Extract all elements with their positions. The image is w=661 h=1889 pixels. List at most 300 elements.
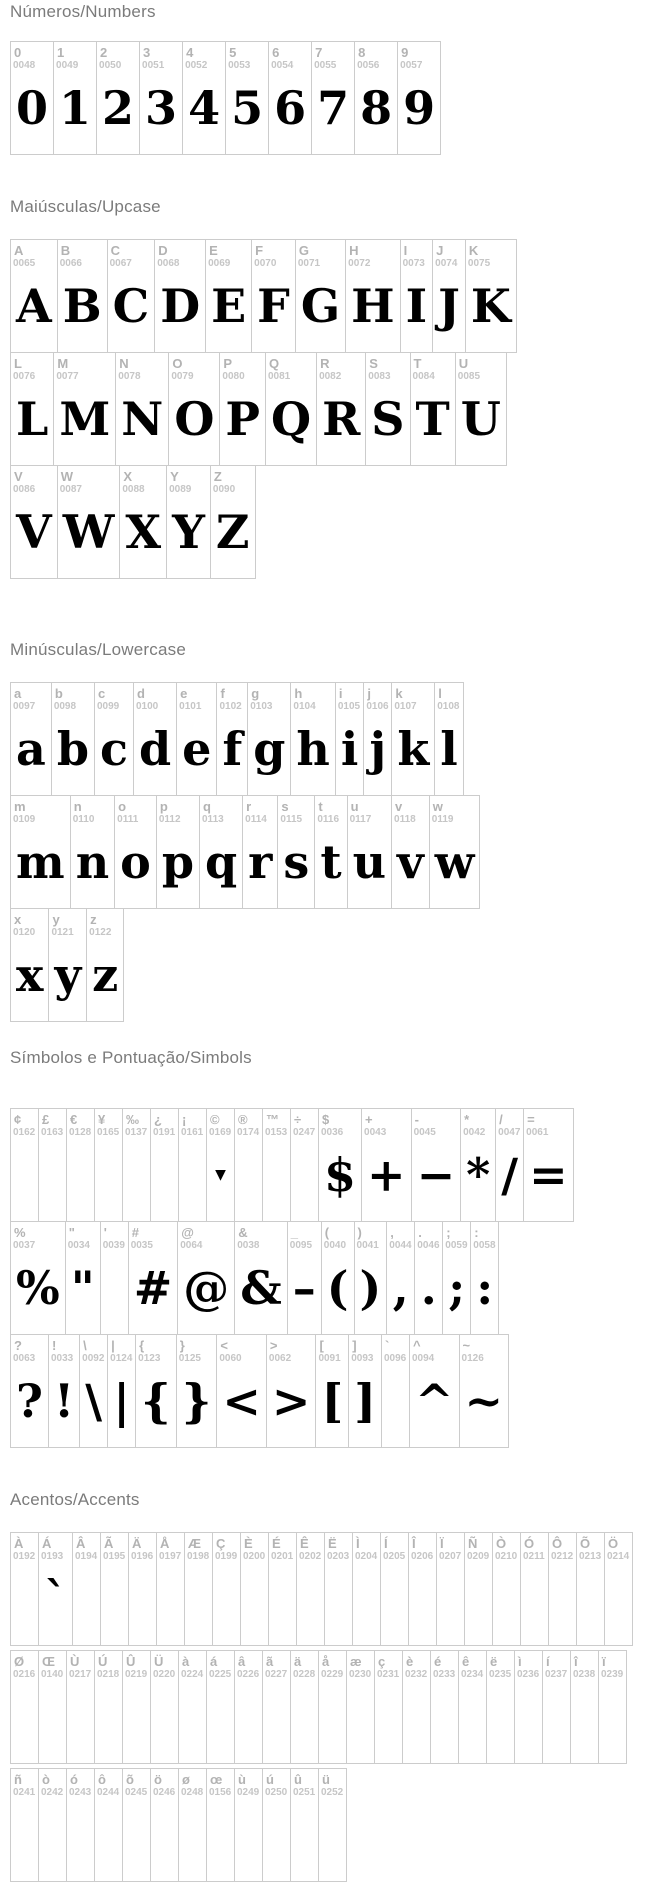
- glyph-cell-0084: [410, 352, 456, 466]
- glyph-preview: ": [70, 1261, 95, 1315]
- glyph-cell-0040: [321, 1221, 355, 1335]
- glyph-cell-0125: [176, 1334, 218, 1448]
- glyph-cell-0245: [122, 1768, 151, 1882]
- glyph-code-label: 0207: [439, 1551, 462, 1562]
- glyph-code-label: 0218: [97, 1669, 120, 1680]
- glyph-code-label: 0163: [41, 1127, 64, 1138]
- glyph-code-label: 0037: [13, 1240, 36, 1251]
- glyph-char-label: k: [395, 686, 403, 701]
- glyph-preview: }: [181, 1374, 212, 1428]
- glyph-preview: z: [92, 948, 119, 1002]
- glyph-cell-0070: [251, 239, 296, 353]
- glyph-cell-0137: [122, 1108, 151, 1222]
- glyph-code-label: 0194: [75, 1551, 98, 1562]
- glyph-preview: O: [174, 392, 215, 446]
- glyph-code-label: 0065: [13, 258, 36, 269]
- glyph-code-label: 0106: [366, 701, 389, 712]
- glyph-preview: 2: [102, 81, 135, 135]
- glyph-char-label: _: [290, 1225, 298, 1240]
- glyph-code-label: 0174: [237, 1127, 260, 1138]
- glyph-cell-0077: [53, 352, 116, 466]
- glyph-preview: L: [16, 392, 49, 446]
- glyph-cell-0101: [176, 682, 217, 796]
- glyph-cell-0109: [10, 795, 71, 909]
- glyph-char-label: =: [527, 1112, 535, 1127]
- glyph-char-label: A: [14, 243, 24, 258]
- glyph-cell-0224: [178, 1650, 207, 1764]
- glyph-cell-0140: [38, 1650, 67, 1764]
- glyph-char-label: 6: [272, 45, 280, 60]
- glyph-code-label: 0044: [389, 1240, 412, 1251]
- glyph-preview: N: [121, 392, 164, 446]
- glyph-char-label: 8: [358, 45, 366, 60]
- glyph-code-label: 0249: [237, 1787, 260, 1798]
- glyph-code-label: 0243: [69, 1787, 92, 1798]
- glyph-code-label: 0058: [473, 1240, 496, 1251]
- glyph-code-label: 0087: [59, 484, 82, 495]
- glyph-char-label: 7: [315, 45, 323, 60]
- glyph-char-label: t: [318, 799, 323, 814]
- glyph-char-label: è: [406, 1654, 414, 1669]
- glyph-char-label: Œ: [42, 1654, 55, 1669]
- glyph-code-label: 0059: [445, 1240, 468, 1251]
- glyph-char-label: ë: [490, 1654, 498, 1669]
- glyph-cell-0085: [455, 352, 507, 466]
- glyph-cell-0097: [10, 682, 52, 796]
- glyph-cell-0246: [150, 1768, 179, 1882]
- glyph-char-label: &: [238, 1225, 248, 1240]
- glyph-code-label: 0047: [498, 1127, 521, 1138]
- glyph-cell-0111: [114, 795, 157, 909]
- glyph-code-label: 0101: [179, 701, 202, 712]
- glyph-preview: <: [222, 1374, 261, 1428]
- glyph-char-label: ): [357, 1225, 362, 1240]
- glyph-cell-0163: [38, 1108, 67, 1222]
- glyph-cell-0039: [100, 1221, 129, 1335]
- glyph-char-label: K: [468, 243, 479, 258]
- glyph-cell-0082: [316, 352, 366, 466]
- section-title-accents: Acentos/Accents: [10, 1490, 140, 1509]
- glyph-char-label: õ: [126, 1772, 134, 1787]
- glyph-code-label: 0219: [125, 1669, 148, 1680]
- glyph-cell-0100: [133, 682, 177, 796]
- glyph-code-label: 0116: [317, 814, 340, 825]
- glyph-row: [10, 908, 661, 1022]
- glyph-cell-0099: [94, 682, 134, 796]
- glyph-cell-0247: [290, 1108, 319, 1222]
- glyph-char-label: O: [172, 356, 183, 371]
- glyph-char-label: -: [414, 1112, 419, 1127]
- glyph-cell-0108: [434, 682, 463, 796]
- section-title-symbols: Símbolos e Pontuação/Simbols: [10, 1048, 252, 1067]
- section-lowercase: [10, 640, 661, 1022]
- glyph-code-label: 0212: [551, 1551, 574, 1562]
- glyph-code-label: 0094: [411, 1353, 435, 1364]
- glyph-preview: |: [113, 1374, 131, 1428]
- glyph-char-label: L: [14, 356, 22, 371]
- glyph-char-label: [: [319, 1338, 324, 1353]
- glyph-code-label: 0213: [579, 1551, 602, 1562]
- glyph-code-label: 0056: [357, 60, 380, 71]
- glyph-code-label: 0100: [136, 701, 159, 712]
- glyph-code-label: 0109: [13, 814, 36, 825]
- glyph-cell-0083: [365, 352, 410, 466]
- glyph-preview: F: [257, 279, 290, 333]
- glyph-char-label: ô: [98, 1772, 106, 1787]
- glyph-preview: V: [16, 505, 52, 559]
- glyph-preview: *: [466, 1148, 491, 1202]
- glyph-cell-0237: [542, 1650, 571, 1764]
- glyph-code-label: 0036: [321, 1127, 344, 1138]
- glyph-char-label: ñ: [14, 1772, 22, 1787]
- glyph-code-label: 0102: [219, 701, 242, 712]
- glyph-cell-0059: [442, 1221, 471, 1335]
- glyph-code-label: 0248: [181, 1787, 204, 1798]
- glyph-cell-0230: [346, 1650, 375, 1764]
- glyph-code-label: 0197: [159, 1551, 182, 1562]
- glyph-char-label: !: [51, 1338, 57, 1353]
- glyph-code-label: 0070: [254, 258, 277, 269]
- glyph-preview: 6: [274, 81, 307, 135]
- glyph-row: [10, 352, 661, 466]
- glyph-cell-0194: [72, 1532, 101, 1646]
- glyph-cell-0073: [400, 239, 434, 353]
- glyph-preview: s: [283, 835, 310, 889]
- glyph-char-label: T: [413, 356, 422, 371]
- glyph-char-label: ó: [70, 1772, 78, 1787]
- glyph-cell-0088: [119, 465, 167, 579]
- glyph-code-label: 0250: [265, 1787, 288, 1798]
- glyph-char-label: b: [54, 686, 63, 701]
- glyph-preview: n: [75, 835, 110, 889]
- glyph-char-label: 5: [229, 45, 237, 60]
- glyph-code-label: 0082: [319, 371, 342, 382]
- glyph-char-label: €: [70, 1112, 78, 1127]
- glyph-cell-0207: [436, 1532, 465, 1646]
- glyph-preview: g: [253, 722, 286, 776]
- glyph-cell-0064: [177, 1221, 235, 1335]
- glyph-preview: p: [161, 835, 194, 889]
- glyph-cell-0236: [514, 1650, 543, 1764]
- glyph-char-label: M: [57, 356, 69, 371]
- section-title-numbers: Números/Numbers: [10, 2, 156, 21]
- glyph-char-label: ™: [266, 1112, 279, 1127]
- glyph-code-label: 0078: [118, 371, 141, 382]
- glyph-cell-0235: [486, 1650, 515, 1764]
- glyph-char-label: <: [220, 1338, 228, 1353]
- glyph-preview: 0: [16, 81, 49, 135]
- glyph-code-label: 0169: [209, 1127, 232, 1138]
- glyph-preview: ,: [392, 1261, 409, 1315]
- glyph-char-label: ã: [266, 1654, 274, 1669]
- glyph-code-label: 0205: [383, 1551, 406, 1562]
- glyph-row: [10, 682, 661, 796]
- glyph-preview: D: [160, 279, 201, 333]
- glyph-code-label: 0236: [517, 1669, 540, 1680]
- glyph-preview: `: [44, 1572, 67, 1626]
- glyph-char-label: î: [574, 1654, 578, 1669]
- glyph-char-label: ?: [14, 1338, 22, 1353]
- glyph-preview: c: [99, 722, 128, 776]
- glyph-preview: h: [296, 722, 330, 776]
- glyph-preview: B: [62, 279, 102, 333]
- glyph-char-label: á: [210, 1654, 218, 1669]
- glyph-preview: E: [211, 279, 247, 333]
- glyph-code-label: 0103: [250, 701, 273, 712]
- glyph-cell-0218: [94, 1650, 123, 1764]
- glyph-cell-0075: [465, 239, 517, 353]
- glyph-char-label: í: [546, 1654, 550, 1669]
- glyph-code-label: 0119: [431, 814, 454, 825]
- glyph-char-label: w: [432, 799, 443, 814]
- glyph-cell-0198: [184, 1532, 213, 1646]
- glyph-cell-0055: [311, 41, 355, 155]
- glyph-char-label: é: [434, 1654, 442, 1669]
- glyph-char-label: e: [180, 686, 188, 701]
- glyph-code-label: 0038: [237, 1240, 260, 1251]
- glyph-cell-0118: [391, 795, 430, 909]
- glyph-code-label: 0224: [181, 1669, 204, 1680]
- glyph-preview: l: [440, 722, 458, 776]
- glyph-code-label: 0057: [400, 60, 423, 71]
- glyph-code-label: 0225: [209, 1669, 232, 1680]
- glyph-preview: ?: [16, 1374, 43, 1428]
- glyph-cell-0076: [10, 352, 54, 466]
- glyph-cell-0219: [122, 1650, 151, 1764]
- glyph-char-label: Æ: [188, 1536, 201, 1551]
- glyph-char-label: ,: [390, 1225, 394, 1240]
- glyph-code-label: 0121: [51, 927, 74, 938]
- glyph-char-label: 2: [100, 45, 108, 60]
- glyph-preview: o: [120, 835, 151, 889]
- glyph-code-label: 0140: [41, 1669, 64, 1680]
- glyph-preview: I: [405, 279, 428, 333]
- glyph-char-label: 4: [186, 45, 194, 60]
- glyph-code-label: 0093: [351, 1353, 374, 1364]
- glyph-char-label: å: [322, 1654, 330, 1669]
- glyph-preview: C: [112, 279, 150, 333]
- glyph-code-label: 0232: [405, 1669, 428, 1680]
- glyph-code-label: 0137: [125, 1127, 148, 1138]
- glyph-cell-0211: [520, 1532, 549, 1646]
- glyph-char-label: Ë: [328, 1536, 337, 1551]
- glyph-code-label: 0075: [467, 258, 491, 269]
- glyph-preview: (: [326, 1261, 349, 1315]
- glyph-char-label: C: [110, 243, 120, 258]
- glyph-code-label: 0066: [59, 258, 82, 269]
- glyph-char-label: Ä: [132, 1536, 142, 1551]
- glyph-char-label: Å: [160, 1536, 170, 1551]
- glyph-char-label: Ñ: [468, 1536, 478, 1551]
- glyph-cell-0212: [548, 1532, 577, 1646]
- glyph-cell-0066: [57, 239, 108, 353]
- glyph-row: [10, 1334, 661, 1448]
- glyph-code-label: 0074: [435, 258, 458, 269]
- glyph-cell-0035: [128, 1221, 179, 1335]
- glyph-char-label: E: [209, 243, 218, 258]
- glyph-char-label: f: [220, 686, 225, 701]
- glyph-code-label: 0246: [153, 1787, 176, 1798]
- glyph-cell-0033: [48, 1334, 80, 1448]
- glyph-char-label: y: [52, 912, 60, 927]
- glyph-code-label: 0128: [69, 1127, 92, 1138]
- glyph-code-label: 0216: [13, 1669, 36, 1680]
- glyph-cell-0060: [216, 1334, 267, 1448]
- glyph-preview: \: [85, 1374, 103, 1428]
- glyph-code-label: 0203: [327, 1551, 350, 1562]
- glyph-cell-0096: [381, 1334, 410, 1448]
- glyph-cell-0239: [598, 1650, 627, 1764]
- glyph-char-label: ^: [412, 1338, 421, 1353]
- glyph-cell-0105: [335, 682, 364, 796]
- glyph-cell-0232: [402, 1650, 431, 1764]
- glyph-char-label: œ: [210, 1772, 223, 1787]
- glyph-cell-0128: [66, 1108, 95, 1222]
- glyph-code-label: 0156: [209, 1787, 232, 1798]
- glyph-code-label: 0115: [280, 814, 303, 825]
- glyph-preview: W: [62, 505, 115, 559]
- glyph-preview: #: [133, 1261, 173, 1315]
- glyph-grid-symbols: [10, 1108, 661, 1448]
- glyph-preview: 1: [59, 81, 92, 135]
- glyph-cell-0069: [205, 239, 252, 353]
- glyph-code-label: 0090: [212, 484, 236, 495]
- glyph-cell-0202: [296, 1532, 325, 1646]
- glyph-code-label: 0237: [545, 1669, 568, 1680]
- glyph-cell-0120: [10, 908, 49, 1022]
- glyph-code-label: 0118: [394, 814, 416, 825]
- glyph-cell-0243: [66, 1768, 95, 1882]
- glyph-preview: .: [420, 1261, 437, 1315]
- glyph-cell-0065: [10, 239, 58, 353]
- glyph-row: [10, 1532, 661, 1646]
- glyph-cell-0201: [268, 1532, 297, 1646]
- glyph-cell-0037: [10, 1221, 66, 1335]
- glyph-preview: e: [182, 722, 212, 776]
- glyph-cell-0034: [65, 1221, 101, 1335]
- glyph-cell-0062: [266, 1334, 317, 1448]
- glyph-cell-0203: [324, 1532, 353, 1646]
- glyph-cell-0213: [576, 1532, 605, 1646]
- glyph-char-label: Ã: [104, 1536, 114, 1551]
- glyph-cell-0050: [96, 41, 140, 155]
- glyph-preview: M: [59, 392, 111, 446]
- glyph-code-label: 0086: [13, 484, 36, 495]
- glyph-preview: A: [16, 279, 52, 333]
- glyph-preview: ^: [414, 1374, 454, 1428]
- glyph-char-label: Ö: [608, 1536, 619, 1551]
- glyph-code-label: 0201: [271, 1551, 294, 1562]
- glyph-char-label: g: [251, 686, 260, 701]
- glyph-row: [10, 1650, 661, 1764]
- glyph-code-label: 0077: [56, 371, 79, 382]
- glyph-cell-0174: [234, 1108, 263, 1222]
- glyph-char-label: Z: [213, 469, 222, 484]
- glyph-preview: m: [16, 835, 65, 889]
- glyph-cell-0090: [210, 465, 256, 579]
- glyph-char-label: ¢: [14, 1112, 22, 1127]
- glyph-char-label: ]: [352, 1338, 357, 1353]
- glyph-code-label: 0064: [180, 1240, 203, 1251]
- glyph-code-label: 0220: [153, 1669, 176, 1680]
- glyph-code-label: 0092: [82, 1353, 105, 1364]
- glyph-cell-0056: [354, 41, 398, 155]
- glyph-cell-0241: [10, 1768, 39, 1882]
- glyph-cell-0244: [94, 1768, 123, 1882]
- glyph-char-label: Ò: [496, 1536, 507, 1551]
- glyph-code-label: 0235: [489, 1669, 512, 1680]
- glyph-cell-0071: [295, 239, 346, 353]
- glyph-code-label: 0234: [461, 1669, 484, 1680]
- glyph-cell-0058: [470, 1221, 499, 1335]
- glyph-char-label: @: [181, 1225, 194, 1240]
- glyph-cell-0227: [262, 1650, 291, 1764]
- glyph-char-label: z: [90, 912, 97, 927]
- glyph-code-label: 0073: [402, 258, 425, 269]
- glyph-cell-0195: [100, 1532, 129, 1646]
- glyph-cell-0089: [166, 465, 211, 579]
- glyph-preview: j: [369, 722, 387, 776]
- glyph-preview: G: [300, 279, 341, 333]
- glyph-cell-0214: [604, 1532, 633, 1646]
- glyph-code-label: 0099: [96, 701, 120, 712]
- glyph-cell-0080: [219, 352, 266, 466]
- glyph-preview: v: [397, 835, 424, 889]
- glyph-code-label: 0110: [72, 814, 95, 825]
- section-accents: [10, 1490, 661, 1882]
- glyph-code-label: 0192: [13, 1551, 36, 1562]
- glyph-cell-0063: [10, 1334, 49, 1448]
- glyph-cell-0206: [408, 1532, 437, 1646]
- glyph-char-label: l: [438, 686, 442, 701]
- glyph-preview: u: [352, 835, 387, 889]
- glyph-char-label: Ê: [300, 1536, 309, 1551]
- glyph-char-label: q: [203, 799, 211, 814]
- glyph-cell-0197: [156, 1532, 185, 1646]
- glyph-cell-0047: [495, 1108, 524, 1222]
- glyph-char-label: Î: [412, 1536, 416, 1551]
- glyph-char-label: ü: [322, 1772, 330, 1787]
- glyph-cell-0094: [409, 1334, 460, 1448]
- glyph-code-label: 0061: [526, 1127, 549, 1138]
- glyph-char-label: ": [68, 1225, 75, 1240]
- glyph-code-label: 0206: [411, 1551, 434, 1562]
- glyph-code-label: 0085: [457, 371, 481, 382]
- glyph-code-label: 0096: [383, 1353, 407, 1364]
- glyph-code-label: 0033: [50, 1353, 74, 1364]
- glyph-preview: !: [53, 1374, 75, 1428]
- glyph-char-label: x: [14, 912, 22, 927]
- glyph-cell-0038: [234, 1221, 288, 1335]
- glyph-char-label: û: [294, 1772, 302, 1787]
- glyph-char-label: X: [123, 469, 133, 484]
- glyph-char-label: N: [119, 356, 129, 371]
- glyph-code-label: 0083: [368, 371, 391, 382]
- glyph-preview: U: [460, 392, 501, 446]
- glyph-row: [10, 465, 661, 579]
- glyph-code-label: 0153: [265, 1127, 288, 1138]
- glyph-cell-0102: [216, 682, 248, 796]
- glyph-cell-0169: [206, 1108, 235, 1222]
- glyph-preview: :: [476, 1261, 494, 1315]
- glyph-preview: S: [371, 392, 405, 446]
- glyph-cell-0067: [107, 239, 156, 353]
- glyph-cell-0226: [234, 1650, 263, 1764]
- glyph-code-label: 0126: [461, 1353, 484, 1364]
- glyph-code-label: 0040: [323, 1240, 347, 1251]
- glyph-char-label: Õ: [580, 1536, 591, 1551]
- glyph-cell-0209: [464, 1532, 493, 1646]
